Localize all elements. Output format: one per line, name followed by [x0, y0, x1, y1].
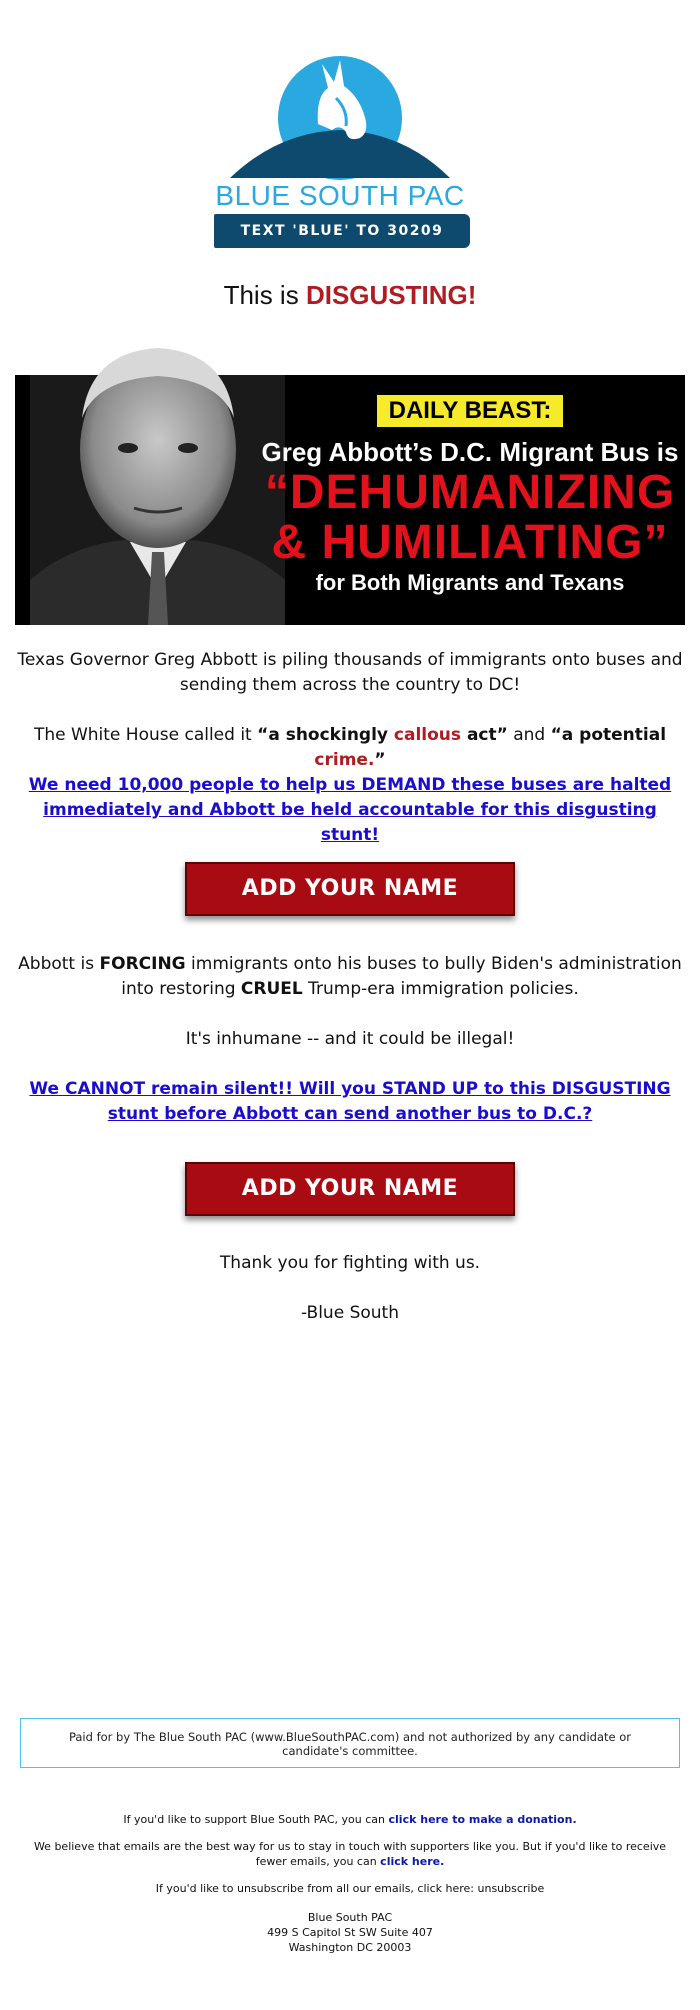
portrait-image — [30, 330, 285, 625]
donation-link[interactable]: click here to make a donation. — [388, 1813, 577, 1826]
quote-callous: callous — [393, 725, 462, 745]
hero-tag: DAILY BEAST: — [377, 395, 564, 427]
forcing-word: FORCING — [99, 954, 186, 974]
address-city: Washington DC 20003 — [288, 1941, 412, 1954]
logo-name: BLUE SOUTH PAC — [215, 180, 465, 211]
forcing-prefix: Abbott is — [18, 954, 100, 974]
donation-prefix: If you'd like to support Blue South PAC, you can — [123, 1813, 389, 1826]
headline — [0, 280, 700, 311]
hero-text — [255, 375, 685, 625]
donkey-icon — [208, 52, 472, 182]
quote-part-1: “a shockingly — [257, 725, 394, 745]
hero-line1: Greg Abbott’s D.C. Migrant Bus is — [261, 437, 679, 467]
unsubscribe-line — [20, 1881, 680, 1896]
fewer-emails-link[interactable]: click here. — [380, 1855, 445, 1868]
quote-part-2: act” — [461, 725, 508, 745]
hero-image — [15, 330, 685, 625]
forcing-middle: immigrants onto his buses to bully Biden's administration into restoring — [121, 954, 682, 999]
address-org: Blue South PAC — [307, 1911, 393, 1924]
white-house-quote — [15, 723, 685, 773]
hero-line3: for Both Migrants and Texans — [315, 570, 625, 595]
hero-big-2: & HUMILIATING” — [271, 516, 669, 569]
logo-banner: TEXT 'BLUE' TO 30209 — [214, 214, 470, 248]
intro-paragraph: Texas Governor Greg Abbott is piling thousands of immigrants onto buses and sending them across the country to DC! — [17, 650, 683, 695]
headline-prefix: This is — [223, 280, 306, 310]
unsubscribe-prefix: If you'd like to unsubscribe from all our emails, click here: — [155, 1882, 478, 1895]
fewer-emails-line — [20, 1839, 680, 1869]
quote-crime: crime. — [314, 750, 375, 770]
quote-prefix: The White House called it — [33, 725, 258, 745]
petition-link-2[interactable]: We CANNOT remain silent!! Will you STAND UP to this DISGUSTING stunt before Abbott can send another bus to D.C.? — [29, 1079, 671, 1124]
signoff-text: -Blue South — [301, 1303, 399, 1323]
forcing-suffix: Trump-era immigration policies. — [302, 979, 579, 999]
mailing-address — [20, 1910, 680, 1955]
add-your-name-button-2[interactable]: ADD YOUR NAME — [185, 1162, 515, 1216]
unsubscribe-link[interactable]: unsubscribe — [477, 1882, 545, 1895]
quote-part-3: “a potential — [550, 725, 667, 745]
paid-for-disclaimer: Paid for by The Blue South PAC (www.BlueSouthPAC.com) and not authorized by any candidate or candidate's committee. — [20, 1718, 680, 1768]
headline-emphasis: DISGUSTING! — [305, 280, 477, 310]
fewer-emails-prefix: We believe that emails are the best way for us to stay in touch with supporters like you. But if you'd like to receive fewer emails, you can — [33, 1840, 667, 1868]
petition-link-1[interactable]: We need 10,000 people to help us DEMAND these buses are halted immediately and Abbott be held accountable for this disgusting stunt! — [28, 775, 672, 845]
address-street: 499 S Capitol St SW Suite 407 — [267, 1926, 433, 1939]
thanks-text: Thank you for fighting with us. — [219, 1253, 481, 1273]
logo — [208, 52, 472, 252]
cruel-word: CRUEL — [240, 979, 303, 999]
add-your-name-button[interactable]: ADD YOUR NAME — [185, 862, 515, 916]
hero-big-1: “DEHUMANIZING — [264, 466, 676, 519]
donation-line — [20, 1812, 680, 1827]
quote-close: ” — [374, 750, 386, 770]
quote-and: and — [507, 725, 551, 745]
forcing-paragraph — [15, 952, 685, 1002]
inhumane-paragraph: It's inhumane -- and it could be illegal! — [185, 1029, 515, 1049]
